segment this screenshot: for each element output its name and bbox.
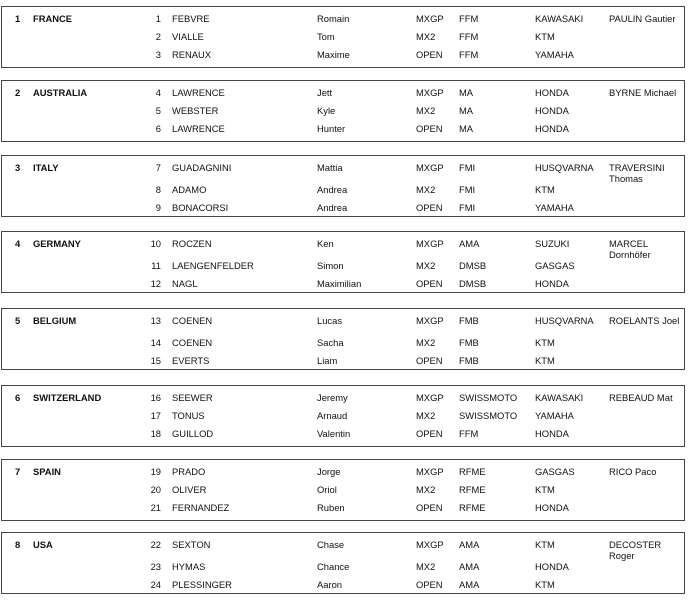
- rider-number: 16: [150, 392, 161, 403]
- rider-federation: RFME: [459, 502, 486, 513]
- team-nation: SPAIN: [33, 466, 61, 477]
- rider-class: MX2: [416, 561, 436, 572]
- rider-last-name: LAWRENCE: [172, 123, 225, 134]
- rider-federation: MA: [459, 105, 474, 116]
- rider-row: [2, 579, 684, 593]
- rider-federation: FMI: [459, 162, 476, 173]
- rider-row: [2, 31, 684, 45]
- rider-first-name: Ruben: [317, 502, 345, 513]
- rider-row: [2, 561, 684, 575]
- rider-first-name: Andrea: [317, 184, 348, 195]
- rider-last-name: FEBVRE: [172, 13, 210, 24]
- rider-class: OPEN: [416, 49, 443, 60]
- team-position: 6: [15, 392, 21, 403]
- rider-row: [2, 428, 684, 442]
- rider-last-name: HYMAS: [172, 561, 206, 572]
- rider-first-name: Maximilian: [317, 278, 362, 289]
- rider-federation: RFME: [459, 484, 486, 495]
- rider-first-name: Lucas: [317, 315, 343, 326]
- rider-last-name: NAGL: [172, 278, 198, 289]
- rider-number: 14: [150, 337, 161, 348]
- rider-bike: HONDA: [535, 502, 569, 513]
- rider-row: [2, 49, 684, 63]
- rider-federation: FFM: [459, 13, 479, 24]
- rider-bike: KTM: [535, 31, 555, 42]
- rider-first-name: Arnaud: [317, 410, 348, 421]
- rider-first-name: Chance: [317, 561, 350, 572]
- rider-first-name: Jorge: [317, 466, 341, 477]
- team-manager: ROELANTS Joel: [609, 315, 680, 326]
- rider-number: 20: [150, 484, 161, 495]
- rider-number: 5: [155, 105, 161, 116]
- rider-bike: KTM: [535, 337, 555, 348]
- team-manager: PAULIN Gautier: [609, 13, 676, 24]
- rider-last-name: LAENGENFELDER: [172, 260, 254, 271]
- rider-last-name: COENEN: [172, 315, 213, 326]
- team-block: [1, 385, 685, 447]
- team-manager: DECOSTER Roger: [609, 539, 662, 561]
- rider-first-name: Oriol: [317, 484, 337, 495]
- team-position: 2: [15, 87, 21, 98]
- rider-number: 3: [155, 49, 161, 60]
- rider-bike: HUSQVARNA: [535, 162, 594, 173]
- team-position: 3: [15, 162, 21, 173]
- rider-class: MX2: [416, 105, 436, 116]
- rider-class: MX2: [416, 410, 436, 421]
- rider-bike: HONDA: [535, 278, 569, 289]
- rider-bike: KTM: [535, 539, 555, 550]
- rider-bike: HONDA: [535, 123, 569, 134]
- rider-last-name: PLESSINGER: [172, 579, 232, 590]
- rider-last-name: GUADAGNINI: [172, 162, 232, 173]
- rider-row: [2, 392, 684, 406]
- rider-bike: HONDA: [535, 561, 569, 572]
- team-nation: SWITZERLAND: [33, 392, 102, 403]
- rider-last-name: TONUS: [172, 410, 205, 421]
- rider-number: 22: [150, 539, 161, 550]
- rider-last-name: ADAMO: [172, 184, 207, 195]
- rider-class: OPEN: [416, 202, 443, 213]
- rider-federation: MA: [459, 87, 474, 98]
- rider-first-name: Ken: [317, 238, 334, 249]
- rider-first-name: Valentin: [317, 428, 351, 439]
- rider-class: MXGP: [416, 315, 444, 326]
- rider-row: [2, 355, 684, 369]
- rider-row: [2, 162, 684, 176]
- team-block: [1, 6, 685, 68]
- rider-class: OPEN: [416, 428, 443, 439]
- team-nation: AUSTRALIA: [33, 87, 88, 98]
- rider-number: 24: [150, 579, 161, 590]
- rider-number: 17: [150, 410, 161, 421]
- rider-federation: AMA: [459, 561, 480, 572]
- rider-federation: SWISSMOTO: [459, 410, 518, 421]
- rider-first-name: Mattia: [317, 162, 343, 173]
- rider-number: 4: [155, 87, 161, 98]
- team-manager: MARCEL Dornhöfer: [609, 238, 651, 260]
- rider-class: MX2: [416, 484, 436, 495]
- rider-federation: DMSB: [459, 278, 487, 289]
- rider-last-name: WEBSTER: [172, 105, 219, 116]
- team-position: 8: [15, 539, 21, 550]
- rider-number: 23: [150, 561, 161, 572]
- rider-class: OPEN: [416, 579, 443, 590]
- rider-number: 6: [155, 123, 161, 134]
- rider-federation: FMB: [459, 355, 479, 366]
- team-nation: GERMANY: [33, 238, 81, 249]
- team-manager: BYRNE Michael: [609, 87, 677, 98]
- rider-number: 1: [155, 13, 161, 24]
- team-nation: BELGIUM: [33, 315, 77, 326]
- rider-federation: FFM: [459, 428, 479, 439]
- rider-bike: YAMAHA: [535, 410, 574, 421]
- rider-row: [2, 238, 684, 252]
- team-position: 1: [15, 13, 21, 24]
- team-position: 5: [15, 315, 21, 326]
- rider-bike: HONDA: [535, 87, 569, 98]
- rider-row: [2, 539, 684, 553]
- rider-bike: KTM: [535, 579, 555, 590]
- rider-row: [2, 184, 684, 198]
- rider-class: OPEN: [416, 502, 443, 513]
- team-manager: RICO Paco: [609, 466, 657, 477]
- rider-row: [2, 410, 684, 424]
- rider-row: [2, 13, 684, 27]
- rider-last-name: SEEWER: [172, 392, 213, 403]
- rider-row: [2, 466, 684, 480]
- rider-class: MX2: [416, 184, 436, 195]
- rider-number: 21: [150, 502, 161, 513]
- rider-row: [2, 502, 684, 516]
- rider-number: 7: [155, 162, 161, 173]
- rider-federation: FFM: [459, 31, 479, 42]
- rider-row: [2, 202, 684, 216]
- rider-last-name: BONACORSI: [172, 202, 229, 213]
- rider-bike: KAWASAKI: [535, 13, 584, 24]
- rider-federation: SWISSMOTO: [459, 392, 518, 403]
- team-nation: ITALY: [33, 162, 59, 173]
- rider-row: [2, 87, 684, 101]
- rider-class: OPEN: [416, 278, 443, 289]
- rider-federation: FMI: [459, 202, 476, 213]
- team-block: [1, 231, 685, 293]
- rider-first-name: Tom: [317, 31, 335, 42]
- rider-first-name: Jeremy: [317, 392, 348, 403]
- rider-first-name: Chase: [317, 539, 345, 550]
- rider-last-name: OLIVER: [172, 484, 207, 495]
- team-block: [1, 532, 685, 594]
- rider-bike: KAWASAKI: [535, 392, 584, 403]
- rider-first-name: Maxime: [317, 49, 350, 60]
- rider-class: MXGP: [416, 466, 444, 477]
- rider-row: [2, 123, 684, 137]
- team-nation: USA: [33, 539, 53, 550]
- rider-bike: SUZUKI: [535, 238, 570, 249]
- rider-last-name: LAWRENCE: [172, 87, 225, 98]
- team-manager: REBEAUD Mat: [609, 392, 673, 403]
- rider-bike: YAMAHA: [535, 49, 574, 60]
- rider-federation: FMI: [459, 184, 476, 195]
- rider-last-name: PRADO: [172, 466, 206, 477]
- rider-class: MXGP: [416, 162, 444, 173]
- rider-number: 8: [155, 184, 161, 195]
- rider-first-name: Kyle: [317, 105, 336, 116]
- rider-class: MXGP: [416, 13, 444, 24]
- rider-bike: KTM: [535, 484, 555, 495]
- rider-row: [2, 315, 684, 329]
- rider-class: MXGP: [416, 539, 444, 550]
- team-nation: FRANCE: [33, 13, 73, 24]
- rider-first-name: Jett: [317, 87, 333, 98]
- rider-number: 19: [150, 466, 161, 477]
- rider-bike: GASGAS: [535, 260, 575, 271]
- rider-row: [2, 484, 684, 498]
- rider-class: MX2: [416, 337, 436, 348]
- rider-bike: HUSQVARNA: [535, 315, 594, 326]
- rider-federation: MA: [459, 123, 474, 134]
- rider-federation: AMA: [459, 238, 480, 249]
- rider-first-name: Sacha: [317, 337, 344, 348]
- rider-first-name: Romain: [317, 13, 350, 24]
- rider-bike: HONDA: [535, 105, 569, 116]
- rider-last-name: EVERTS: [172, 355, 210, 366]
- rider-federation: FMB: [459, 337, 479, 348]
- rider-first-name: Liam: [317, 355, 338, 366]
- rider-class: OPEN: [416, 123, 443, 134]
- rider-row: [2, 260, 684, 274]
- rider-last-name: SEXTON: [172, 539, 211, 550]
- rider-bike: GASGAS: [535, 466, 575, 477]
- rider-last-name: COENEN: [172, 337, 213, 348]
- rider-last-name: GUILLOD: [172, 428, 214, 439]
- rider-federation: DMSB: [459, 260, 487, 271]
- rider-number: 12: [150, 278, 161, 289]
- rider-last-name: RENAUX: [172, 49, 212, 60]
- rider-number: 15: [150, 355, 161, 366]
- rider-class: MXGP: [416, 392, 444, 403]
- rider-bike: YAMAHA: [535, 202, 574, 213]
- team-block: [1, 459, 685, 521]
- rider-first-name: Andrea: [317, 202, 348, 213]
- rider-first-name: Hunter: [317, 123, 346, 134]
- rider-federation: FMB: [459, 315, 479, 326]
- rider-number: 10: [150, 238, 161, 249]
- rider-number: 2: [155, 31, 161, 42]
- team-block: [1, 155, 685, 217]
- rider-bike: HONDA: [535, 428, 569, 439]
- team-block: [1, 80, 685, 142]
- rider-class: MX2: [416, 31, 436, 42]
- team-position: 7: [15, 466, 21, 477]
- rider-number: 9: [155, 202, 161, 213]
- rider-last-name: VIALLE: [172, 31, 204, 42]
- rider-federation: RFME: [459, 466, 486, 477]
- rider-class: MXGP: [416, 87, 444, 98]
- rider-class: OPEN: [416, 355, 443, 366]
- rider-bike: KTM: [535, 184, 555, 195]
- rider-row: [2, 337, 684, 351]
- rider-number: 13: [150, 315, 161, 326]
- rider-first-name: Simon: [317, 260, 344, 271]
- rider-number: 18: [150, 428, 161, 439]
- rider-last-name: ROCZEN: [172, 238, 212, 249]
- rider-row: [2, 105, 684, 119]
- rider-federation: FFM: [459, 49, 479, 60]
- rider-class: MX2: [416, 260, 436, 271]
- team-block: [1, 308, 685, 370]
- rider-class: MXGP: [416, 238, 444, 249]
- team-position: 4: [15, 238, 21, 249]
- rider-row: [2, 278, 684, 292]
- rider-number: 11: [151, 260, 161, 271]
- rider-federation: AMA: [459, 539, 480, 550]
- rider-federation: AMA: [459, 579, 480, 590]
- rider-bike: KTM: [535, 355, 555, 366]
- team-manager: TRAVERSINI Thomas: [609, 162, 665, 184]
- rider-first-name: Aaron: [317, 579, 343, 590]
- rider-last-name: FERNANDEZ: [172, 502, 230, 513]
